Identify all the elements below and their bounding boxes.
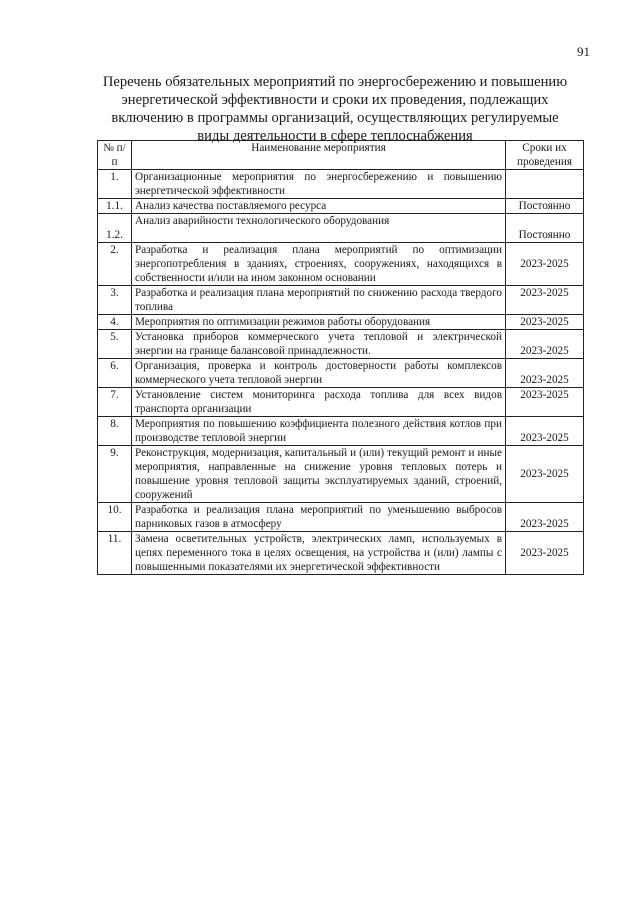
row-term: Постоянно — [506, 199, 584, 214]
row-term — [506, 170, 584, 199]
row-num: 2. — [98, 243, 132, 286]
title-line: Перечень обязательных мероприятий по энергосбережению и повышению — [102, 74, 568, 90]
title-line: энергетической эффективности и сроки их проведения, подлежащих — [121, 92, 549, 108]
row-term: Постоянно — [506, 214, 584, 243]
title-line: включению в программы организаций, осуществляющих регулируемые — [111, 110, 559, 126]
row-name: Замена осветительных устройств, электрических ламп, используемых в цепях переменного тока в целях освещения, на устройства и (или) лампы с повышенными показателями их энергетической эффективности — [132, 532, 506, 575]
row-term: 2023-2025 — [506, 446, 584, 503]
table-row — [98, 170, 584, 199]
row-name: Мероприятия по повышению коэффициента полезного действия котлов при производстве тепловой энергии — [132, 417, 506, 446]
row-num: 9. — [98, 446, 132, 503]
header-name: Наименование мероприятия — [132, 141, 506, 170]
row-name: Мероприятия по оптимизации режимов работы оборудования — [132, 315, 506, 330]
row-num: 10. — [98, 503, 132, 532]
table-row — [98, 286, 584, 315]
row-num: 4. — [98, 315, 132, 330]
row-term: 2023-2025 — [506, 315, 584, 330]
row-name: Разработка и реализация плана мероприятий по уменьшению выбросов парниковых газов в атмосферу — [132, 503, 506, 532]
document-title — [90, 73, 580, 145]
header-num: № п/п — [98, 141, 132, 170]
row-term: 2023-2025 — [506, 359, 584, 388]
row-term: 2023-2025 — [506, 286, 584, 315]
table-row — [98, 214, 584, 243]
row-name: Анализ аварийности технологического оборудования — [132, 214, 506, 243]
row-name: Анализ качества поставляемого ресурса — [132, 199, 506, 214]
row-name: Разработка и реализация плана мероприятий по оптимизации энергопотребления в зданиях, строениях, сооружениях, находящихся в собственности и/или на ином законном основании — [132, 243, 506, 286]
table-header-row — [98, 141, 584, 170]
row-name: Организация, проверка и контроль достоверности работы комплексов коммерческого учета тепловой энергии — [132, 359, 506, 388]
row-num: 5. — [98, 330, 132, 359]
table-row — [98, 417, 584, 446]
row-name: Организационные мероприятия по энергосбережению и повышению энергетической эффективности — [132, 170, 506, 199]
row-num: 8. — [98, 417, 132, 446]
table-row — [98, 446, 584, 503]
row-term: 2023-2025 — [506, 503, 584, 532]
table-row — [98, 388, 584, 417]
row-num: 6. — [98, 359, 132, 388]
row-num: 1.2. — [98, 214, 132, 243]
table-row — [98, 243, 584, 286]
table-row — [98, 199, 584, 214]
row-name: Установление систем мониторинга расхода топлива для всех видов транспорта организации — [132, 388, 506, 417]
table-row — [98, 503, 584, 532]
title-line: виды деятельности в сфере теплоснабжения — [197, 128, 473, 144]
row-num: 1.1. — [98, 199, 132, 214]
row-term: 2023-2025 — [506, 330, 584, 359]
table-row — [98, 315, 584, 330]
row-term: 2023-2025 — [506, 243, 584, 286]
row-term: 2023-2025 — [506, 417, 584, 446]
row-term: 2023-2025 — [506, 532, 584, 575]
row-num: 7. — [98, 388, 132, 417]
header-term: Сроки их проведения — [506, 141, 584, 170]
table-row — [98, 532, 584, 575]
row-num: 11. — [98, 532, 132, 575]
table-row — [98, 330, 584, 359]
page-number: 91 — [577, 44, 590, 59]
row-name: Разработка и реализация плана мероприятий по снижению расхода твердого топлива — [132, 286, 506, 315]
table-row — [98, 359, 584, 388]
row-name: Установка приборов коммерческого учета тепловой и электрической энергии на границе балансовой принадлежности. — [132, 330, 506, 359]
measures-table — [97, 140, 584, 575]
row-name: Реконструкция, модернизация, капитальный и (или) текущий ремонт и иные мероприятия, направленные на снижение уровня тепловых потерь и повышение уровня тепловой защиты эксплуатируемых зданий, строений, сооружений — [132, 446, 506, 503]
row-term: 2023-2025 — [506, 388, 584, 417]
row-num: 1. — [98, 170, 132, 199]
row-num: 3. — [98, 286, 132, 315]
